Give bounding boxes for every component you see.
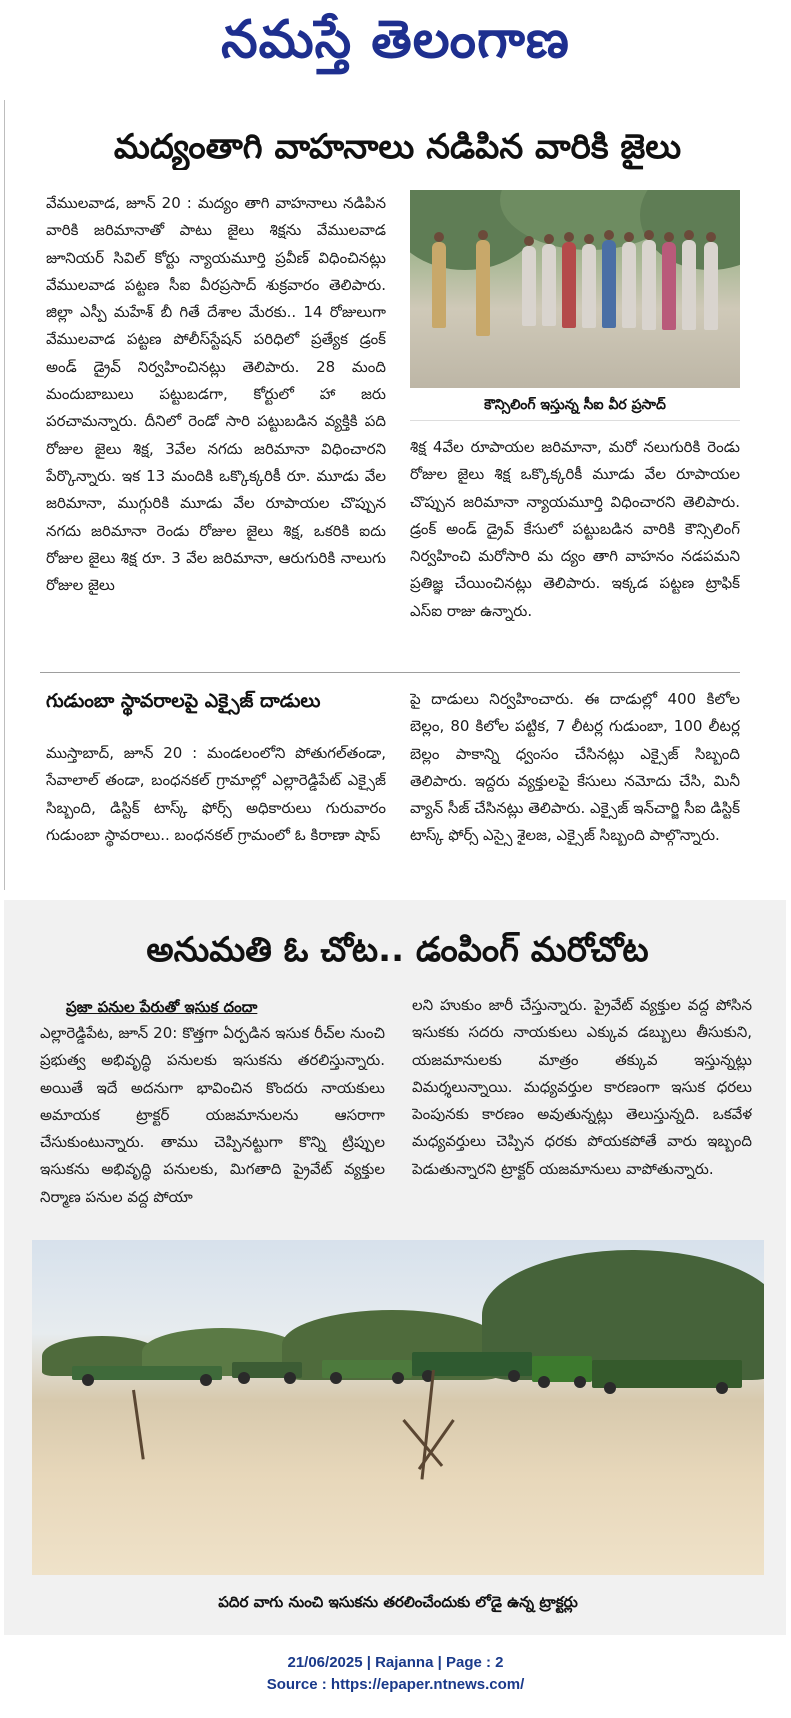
- article3-body-right: లని హుకుం జారీ చేస్తున్నారు. ప్రైవేట్ వ్యక్తుల వద్ద పోసిన ఇసుకకు సదరు నాయకులు ఎక్కువ డబ్బులు తీసుకుని, యజమానులకు మాత్రం తక్కువ ఇస్తున్నట్లు విమర్శలున్నాయి. మధ్యవర్తుల కారణంగా ఇసుక ధరలు పెంపునకు కారణం అవుతున్నట్లు తెలుస్తున్నది. ఒకవేళ మధ్యవర్తులు చెప్పిన ధరకు పోయకపోతే వారు ఇబ్బంది పెడుతున్నారని ట్రాక్టర్ యజమానులు వాపోతున్నారు.: [412, 996, 752, 1178]
- page-footer: [0, 1652, 791, 1696]
- article1-photo: [410, 190, 740, 388]
- footer-source: Source : https://epaper.ntnews.com/: [266, 1676, 525, 1693]
- article3-body-left: ఎల్లారెడ్డిపేట, జూన్ 20: కొత్తగా ఏర్పడిన ఇసుక రీచ్‌ల నుంచి ప్రభుత్వ అభివృద్ధి పనులకు ఇసుకను తరలిస్తున్నారు. అయితే ఇదే అదనుగా భావించిన కొందరు నాయకులు అమాయక ట్రాక్టర్ యజమానులను ఆసరాగా చేసుకుంటున్నారు. తాము చెప్పినట్టుగా కొన్ని ట్రిప్పుల ఇసుకను అభివృద్ధి పనులకు, మిగతాది ప్రైవేట్ వ్యక్తుల నిర్మాణ పనుల వద్ద పోయా: [40, 1024, 385, 1206]
- article3-headline: అనుమతి ఓ చోట.. డంపింగ్ మరోచోట: [146, 930, 649, 970]
- article1-body-left: వేములవాడ, జూన్ 20 : మద్యం తాగి వాహనాలు నడిపిన వారికి జరిమానాతో పాటు జైలు శిక్షను వేములవాడ జూనియర్ సివిల్ కోర్టు న్యాయమూర్తి ప్రవీణ్ విధించినట్లు వేములవాడ పట్టణ సీఐ వీరప్రసాద్ శుక్రవారం తెలిపారు. జిల్లా ఎస్పీ మహేశ్ బీ గితే దేశాల మేరకు.. 14 రోజులుగా వేములవాడ పట్టణ పోలీస్‌స్టేషన్ పరిధిలో ప్రత్యేక డ్రంక్ అండ్ డ్రైవ్ నిర్వహించినట్లు తెలిపారు. 28 మంది మందుబాబులు పట్టుబడగా, కోర్టులో హా జరు పరచామన్నారు. దీనిలో రెండో సారి పట్టుబడిన వ్యక్తికి పది రోజుల జైలు శిక్ష, 3వేల నగదు జరిమానా విధించారని పేర్కొన్నారు. ఇక 13 మందికి ఒక్కొక్కరికీ రూ. మూడు వేల జరిమానా, ముగ్గురికి మూడు వేల రూపాయల చొప్పున నగదు జరిమానా రెండు రోజుల జైలు శిక్ష, ఒకరికి ఐదు రోజుల జైలు శిక్ష రూ. 3 వేల జరిమానా, ఆరుగురికి నాలుగు రోజుల జైలు: [46, 194, 386, 595]
- masthead: [0, 0, 791, 92]
- masthead-logo: నమస్తే తెలంగాణ: [221, 9, 570, 70]
- article2-body-left: ముస్తాబాద్, జూన్ 20 : మండలంలోని పోతుగల్‌తండా, సేవాలాల్ తండా, బంధనకల్ గ్రామాల్లో ఎల్లారెడ్డిపేట్ ఎక్సైజ్ సిబ్బంది, డిస్టిక్ టాస్క్ ఫోర్స్ అధికారులు గురువారం గుడుంబా స్థావరాలు.. బంధనకల్ గ్రామంలో ఓ కిరాణా షాప్: [46, 744, 386, 844]
- article-divider: [40, 672, 740, 673]
- article3-photo-caption: పదిర వాగు నుంచి ఇసుకను తరలించేందుకు లోడై ఉన్న ట్రాక్టర్లు: [218, 1593, 578, 1611]
- article3-photo: [32, 1240, 764, 1575]
- footer-date-edition: 21/06/2025 | Rajanna | Page : 2: [287, 1654, 504, 1671]
- article3-subheadline: ప్రజా పనుల పేరుతో ఇసుక దందా: [66, 998, 258, 1016]
- article2-body-right: పై దాడులు నిర్వహించారు. ఈ దాడుల్లో 400 కిలోల బెల్లం, 80 కిలోల పట్టిక, 7 లీటర్ల గుడుంబా, 100 లీటర్ల బెల్లం పాకాన్ని ధ్వంసం చేసినట్లు ఎక్సైజ్ సిబ్బంది తెలిపారు. ఇద్దరు వ్యక్తులపై కేసులు నమోదు చేసి, మినీ వ్యాన్ సీజ్ చేసినట్లు తెలిపారు. ఎక్సైజ్ ఇన్‌చార్జి సీఐ డిస్టిక్ టాస్క్ ఫోర్స్ ఎస్సై శైలజ, ఎక్సైజ్ సిబ్బంది పాల్గొన్నారు.: [410, 690, 740, 845]
- article1-headline: మద్యంతాగి వాహనాలు నడిపిన వారికి జైలు: [113, 127, 682, 167]
- article1-body-right: శిక్ష 4వేల రూపాయల జరిమానా, మరో నలుగురికి రెండు రోజుల జైలు శిక్ష ఒక్కొక్కరికీ మూడు వేల రూపాయల చొప్పున జరిమానా న్యాయమూర్తి విధించారని తెలిపారు. డ్రంక్ అండ్ డ్రైవ్ కేసులో పట్టుబడిన వారికి కౌన్సిలింగ్ నిర్వహించి మరోసారి మ ద్యం తాగి వాహనం నడపమని ప్రతిజ్ఞ చేయించినట్లు తెలిపారు. ఇక్కడ పట్టణ ట్రాఫిక్ ఎస్ఐ రాజు ఉన్నారు.: [410, 438, 740, 620]
- article2-headline: గుడుంబా స్థావరాలపై ఎక్సైజ్ దాడులు: [46, 690, 321, 712]
- column-divider: [4, 100, 5, 890]
- article1-photo-caption: కౌన్సిలింగ్ ఇస్తున్న సీఐ వీర ప్రసాద్: [410, 390, 740, 421]
